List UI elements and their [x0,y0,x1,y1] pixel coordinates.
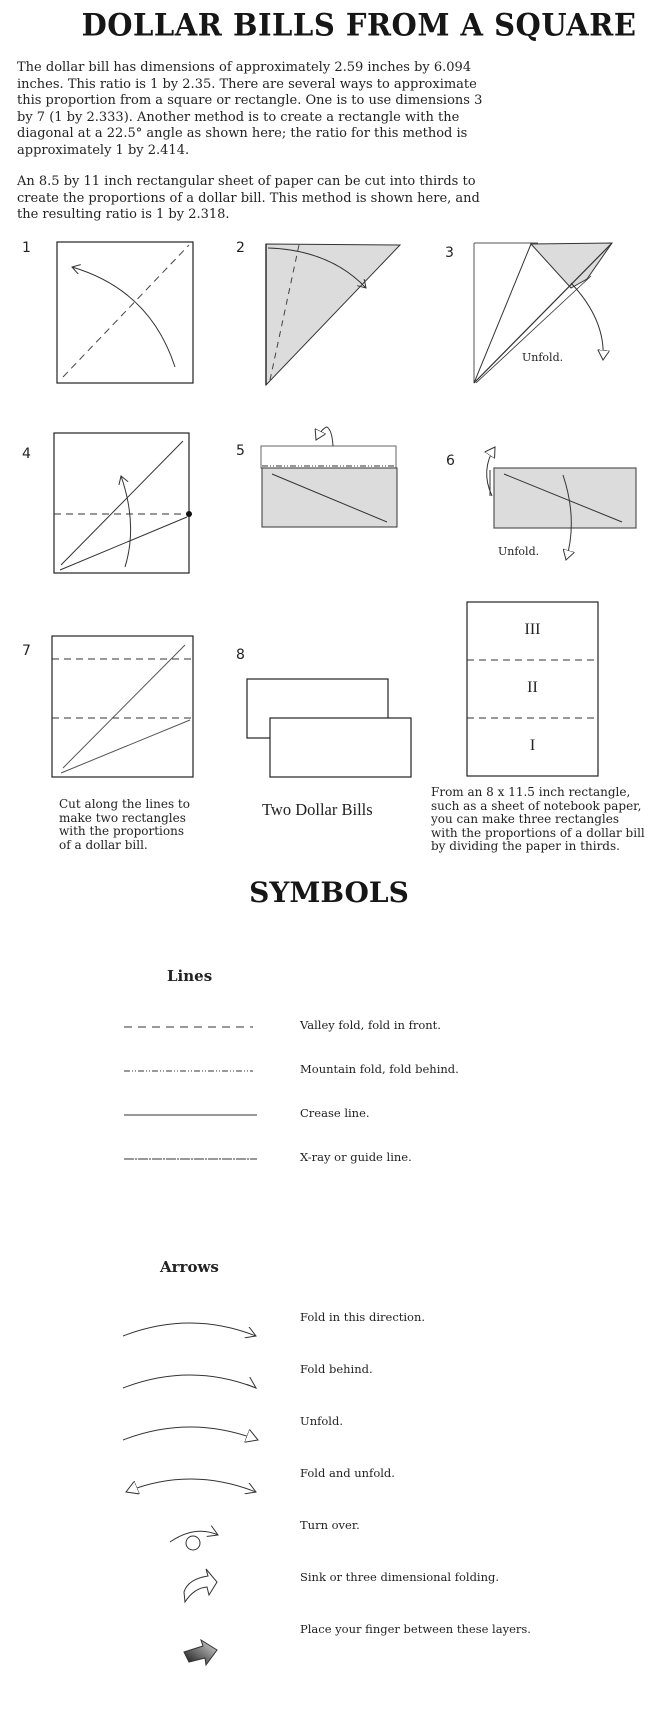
unfold-arrow [571,283,603,360]
step-8-diagram [247,679,411,777]
step-7-number: 7 [22,643,31,659]
step-2-diagram [266,244,400,385]
arrow-label-fold-direction: Fold in this direction. [300,1310,426,1324]
turn-over-arrow-icon [170,1531,218,1550]
unfold-arrow-icon [123,1427,258,1440]
line-label-crease: Crease line. [300,1106,370,1120]
line-label-xray: X-ray or guide line. [300,1150,412,1164]
fold-direction-arrow-icon [123,1323,256,1336]
arrow-label-unfold: Unfold. [300,1414,343,1428]
arrow-label-turn-over: Turn over. [300,1518,360,1532]
step-3-number: 3 [445,245,454,261]
step-6-number: 6 [446,453,455,469]
arrows-heading: Arrows [160,1258,219,1276]
step-1-number: 1 [22,240,31,256]
step-5-diagram [261,427,397,527]
shaded-flap [531,243,612,288]
reference-point [186,511,192,517]
third-label-2: II [527,679,538,696]
third-label-1: I [529,737,536,754]
step-4-number: 4 [22,446,31,462]
step-8-caption: Two Dollar Bills [262,800,373,819]
arrow-label-finger: Place your finger between these layers. [300,1622,531,1636]
page-title: DOLLAR BILLS FROM A SQUARE [81,7,637,43]
step-4-diagram [54,433,192,573]
step-2-number: 2 [236,240,245,256]
arrow-label-sink: Sink or three dimensional folding. [300,1570,500,1584]
step-1-diagram [57,242,193,383]
arrow-symbols [110,1300,280,1720]
step-6-note: Unfold. [498,545,540,558]
step-6-diagram [487,447,636,560]
step-7-caption: Cut along the lines to make two rectangles with the proportions of a dollar bill. [59,797,190,852]
lines-heading: Lines [167,967,213,985]
fold-behind-arrow-icon [123,1375,256,1388]
arrow-label-fold-behind: Fold behind. [300,1362,373,1376]
intro-paragraph-2: An 8.5 by 11 inch rectangular sheet of paper can be cut into thirds to create the proportions of a dollar bill. This method is shown here, and the resulting ratio is 1 by 2.318. [17,174,480,222]
third-label-3: III [524,621,541,638]
fold-behind-arrow [316,427,333,446]
sink-arrow-icon [184,1569,217,1602]
symbols-title: SYMBOLS [249,876,409,909]
step-8-number: 8 [236,647,245,663]
fold-and-unfold-arrow-icon [126,1479,256,1492]
finger-between-layers-arrow-icon [184,1640,217,1665]
line-label-mountain: Mountain fold, fold behind. [300,1062,459,1076]
intro-paragraph-1: The dollar bill has dimensions of approximately 2.59 inches by 6.094 inches. This ratio is 1 by 2.35. There are several ways to approximate this proportion from a square or rectangle. One is to use dimensions 3 by 7 (1 by 2.333). Another method is to create a rectangle with the diagonal at a 22.5° angle as shown here; the ratio for this method is approximately 1 by 2.414. [17,60,483,158]
line-label-valley: Valley fold, fold in front. [300,1018,441,1032]
arrow-label-fold-and-unfold: Fold and unfold. [300,1466,395,1480]
dollar-bill-front [270,718,411,777]
folded-triangle [266,244,400,385]
step-5-number: 5 [236,443,245,459]
step-3-note: Unfold. [522,351,564,364]
line-symbols [120,1010,270,1210]
thirds-caption: From an 8 x 11.5 inch rectangle, such as a sheet of notebook paper, you can make three rectangles with the proportions of a dollar bill by dividing the paper in thirds. [431,785,645,853]
step-7-diagram [52,636,193,777]
